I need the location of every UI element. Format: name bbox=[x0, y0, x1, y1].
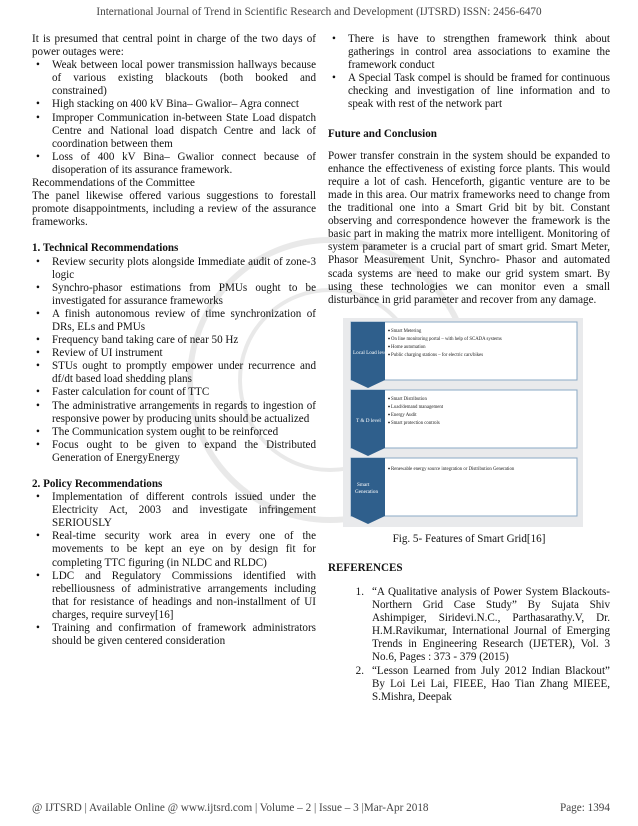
row-1-label: Local Load level bbox=[353, 349, 389, 356]
right-column bbox=[328, 33, 610, 704]
references-title: REFERENCES bbox=[328, 561, 403, 574]
row-3-label-b: Generation bbox=[355, 488, 379, 495]
row-2-item: Smart protection controls bbox=[391, 420, 440, 426]
row-1-item: On line monitoring portal – with help of SCADA systems bbox=[391, 336, 502, 342]
list-item: • Implementation of different controls issued under the Electricity Act, 2003 and investigate infringement SERIOUSLY bbox=[32, 491, 316, 530]
figure-caption: Fig. 5- Features of Smart Grid[16] bbox=[392, 532, 546, 545]
row-3-item: Renewable energy source integration or Distribution Generation bbox=[391, 466, 515, 472]
row-1-item: Smart Metering bbox=[391, 328, 422, 334]
smart-grid-figure bbox=[343, 318, 583, 527]
left-column bbox=[32, 33, 316, 648]
reference-text: “Lesson Learned from July 2012 Indian Blackout” By Loi Lei Lai, FIEEE, Hao Tian Zhang MIEEE, S.Mishra, Deepak bbox=[372, 664, 610, 703]
smart-grid-diagram bbox=[343, 318, 583, 527]
list-item: • The Communication system ought to be reinforced bbox=[32, 426, 316, 439]
row-2-item: Load/demand management bbox=[391, 404, 444, 410]
list-item: • Focus ought to be given to expand the Distributed Generation of EnergyEnergy bbox=[32, 439, 316, 465]
reference-number: 2. bbox=[355, 664, 364, 677]
journal-header: International Journal of Trend in Scientific Research and Development (IJTSRD) ISSN: 2456-6470 bbox=[96, 6, 542, 18]
list-item: • LDC and Regulatory Commissions identified with rebelliousness of administrative arrangements including that for resistance of headings and non-installment of UI charges, require survey[16] bbox=[32, 570, 316, 622]
footer-info: @ IJTSRD | Available Online @ www.ijtsrd.com | Volume – 2 | Issue – 3 |Mar-Apr 2018 bbox=[32, 802, 429, 814]
list-item: • Real-time security work area in every one of the movements to be kept an eye on by design fit for completing TTC figuring (in NLDC and RLDC) bbox=[32, 530, 316, 569]
list-item: • A Special Task compel is should be framed for continuous checking and investigation of line information and to speak with rest of the network part bbox=[328, 72, 610, 111]
row-2-label: T & D level bbox=[356, 417, 381, 424]
list-item: • Frequency band taking care of near 50 Hz bbox=[32, 334, 316, 347]
references-list bbox=[328, 586, 610, 704]
policy-title: 2. Policy Recommendations bbox=[32, 478, 163, 490]
row-3-label-a: Smart bbox=[357, 481, 370, 488]
list-item: • Review of UI instrument bbox=[32, 347, 316, 360]
row-2-item: Energy Audit bbox=[391, 412, 417, 418]
page-footer bbox=[32, 802, 610, 814]
row-1-item: Home automation bbox=[391, 344, 426, 350]
reference-item bbox=[328, 665, 610, 704]
reference-item bbox=[328, 586, 610, 665]
row-1-item: Public charging stations – for electric cars/bikes bbox=[391, 352, 484, 358]
list-item: • STUs ought to promptly empower under recurrence and df/dt based load shedding plans bbox=[32, 360, 316, 386]
list-item: • Weak between local power transmission hallways because of various existing blackouts (both booked and constrained) bbox=[32, 59, 316, 98]
list-item: • High stacking on 400 kV Bina– Gwalior– Agra connect bbox=[32, 98, 316, 111]
cause-list bbox=[32, 59, 316, 177]
intro-text: It is presumed that central point in charge of the two days of power outages were: bbox=[32, 33, 316, 59]
list-item: • A finish autonomous review of time synchronization of DRs, ELs and PMUs bbox=[32, 308, 316, 334]
list-item: • The administrative arrangements in regards to ingestion of responsive power by producing units should be actualized bbox=[32, 400, 316, 426]
future-text: Power transfer constrain in the system should be expanded to enhance the effectiveness of existing force plants. This would require a lot of cash. Henceforth, gigantic venture are to be made in this area. Our matrix frameworks need to change from the traditional one into a Smart Grid bit by bit. Constant observing and correspondence however the framework is the basic part in making the matrix more intelligent. Monitoring of system parameter is a crucial part of smart grid. Smart Meter, Phasor Measurement Unit, Synchro- Phasor and automated scada systems are need to make our grid system smart. By using these technologies we can monitor even a small disturbance in grid parameter and recover from any damage. bbox=[328, 149, 610, 306]
list-item: • Faster calculation for count of TTC bbox=[32, 386, 316, 399]
list-item: • Review security plots alongside Immediate audit of zone-3 logic bbox=[32, 256, 316, 282]
panel-text: The panel likewise offered various suggestions to forestall promote disappointments, including a review of the assurance frameworks. bbox=[32, 190, 316, 229]
list-item: • Training and confirmation of framework administrators should be given centered consideration bbox=[32, 622, 316, 648]
page-number: Page: 1394 bbox=[559, 802, 610, 814]
framework-list bbox=[328, 33, 610, 112]
technical-list bbox=[32, 256, 316, 466]
list-item: • Loss of 400 kV Bina– Gwalior connect because of disoperation of its assurance framework. bbox=[32, 151, 316, 177]
technical-title: 1. Technical Recommendations bbox=[32, 242, 179, 255]
list-item: • There is have to strengthen framework think about gatherings in control area associations to examine the framework conduct bbox=[328, 33, 610, 72]
recommendations-line: Recommendations of the Committee bbox=[32, 177, 195, 190]
row-2-item: Smart Distribution bbox=[391, 396, 427, 402]
future-title: Future and Conclusion bbox=[328, 127, 437, 140]
list-item: • Synchro-phasor estimations from PMUs ought to be investigated for assurance frameworks bbox=[32, 282, 316, 308]
list-item: • Improper Communication in-between State Load dispatch Centre and National load dispatch Centre and lack of coordination between them bbox=[32, 112, 316, 151]
reference-number: 1. bbox=[355, 585, 364, 598]
policy-list bbox=[32, 491, 316, 648]
reference-text: “A Qualitative analysis of Power System Blackouts- Northern Grid Case Study” By Sujata Shiv Ashimpiger, Siridevi.N.C., Parthasarathy.V, Dr. H.M.Ravikumar, International Journal of Emerging Trends in Engineering Research (IJETER), Vol. 3 No.6, Pages : 373 - 379 (2015) bbox=[372, 585, 610, 664]
